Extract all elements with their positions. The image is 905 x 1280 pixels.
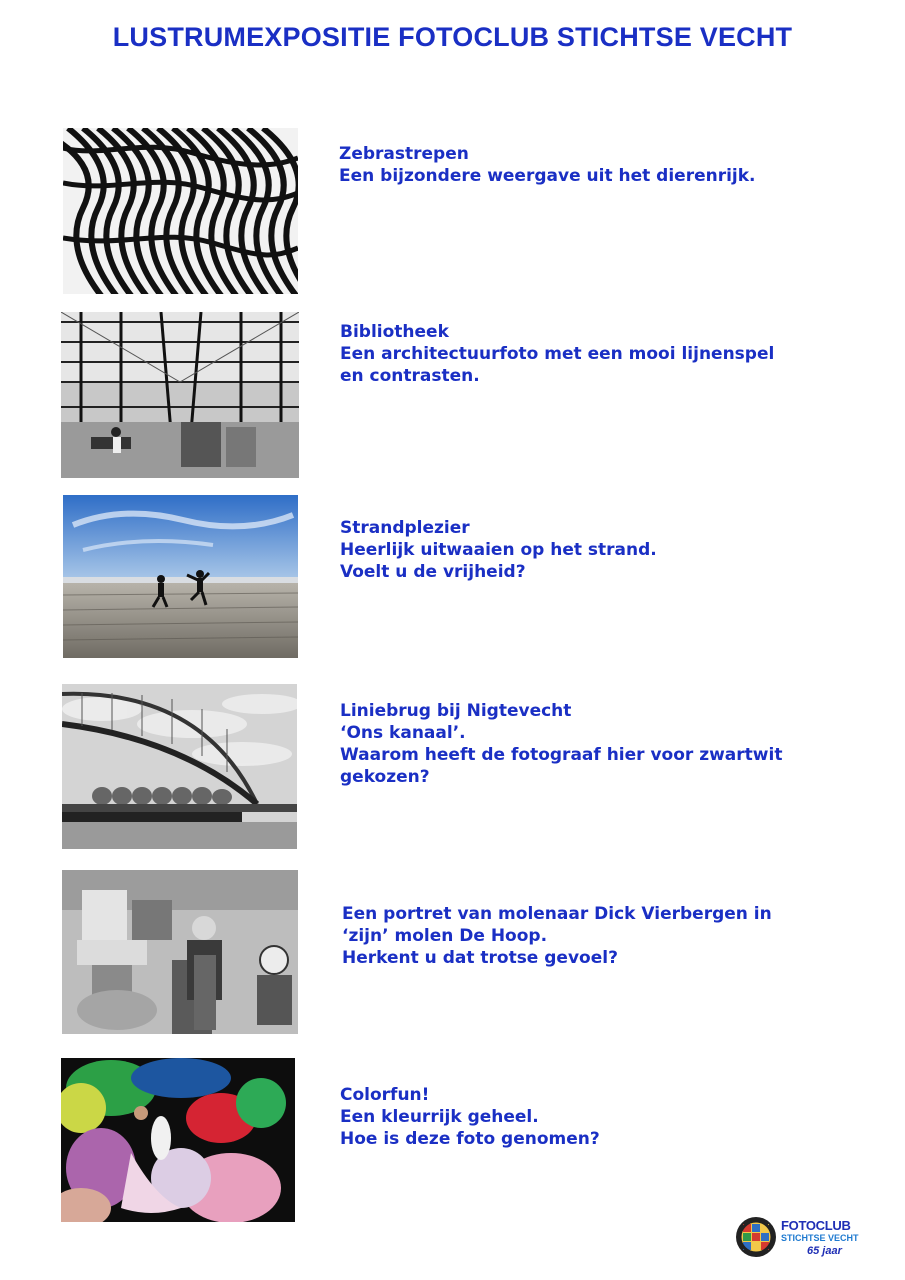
fotoclub-badge-icon <box>735 1216 777 1258</box>
library-interior-photo <box>61 312 299 478</box>
logo-name: FOTOCLUB <box>781 1218 851 1233</box>
exhibit-caption-1: Zebrastrepen Een bijzondere weergave uit het dierenrijk. <box>339 144 756 186</box>
zebra-stripes-photo <box>63 128 298 294</box>
colorfun-powder-photo <box>61 1058 295 1222</box>
page-title: LUSTRUMEXPOSITIE FOTOCLUB STICHTSE VECHT <box>112 22 793 52</box>
exhibit-caption-5: Een portret van molenaar Dick Vierbergen in ‘zijn’ molen De Hoop. Herkent u dat trotse gevoel? <box>342 904 772 968</box>
logo-years: 65 jaar <box>807 1245 842 1257</box>
exhibit-caption-3: Strandplezier Heerlijk uitwaaien op het strand. Voelt u de vrijheid? <box>340 518 657 582</box>
bridge-blackwhite-photo <box>62 684 297 849</box>
beach-jump-photo <box>63 495 298 658</box>
exhibit-caption-4: Liniebrug bij Nigtevecht ‘Ons kanaal’. Waarom heeft de fotograaf hier voor zwartwit gekozen? <box>340 701 783 787</box>
exhibit-caption-2: Bibliotheek Een architectuurfoto met een mooi lijnenspel en contrasten. <box>340 322 775 386</box>
miller-portrait-photo <box>62 870 298 1034</box>
logo-subtitle: STICHTSE VECHT <box>781 1233 859 1243</box>
fotoclub-logo <box>735 1213 865 1265</box>
exhibit-caption-6: Colorfun! Een kleurrijk geheel. Hoe is deze foto genomen? <box>340 1085 600 1149</box>
